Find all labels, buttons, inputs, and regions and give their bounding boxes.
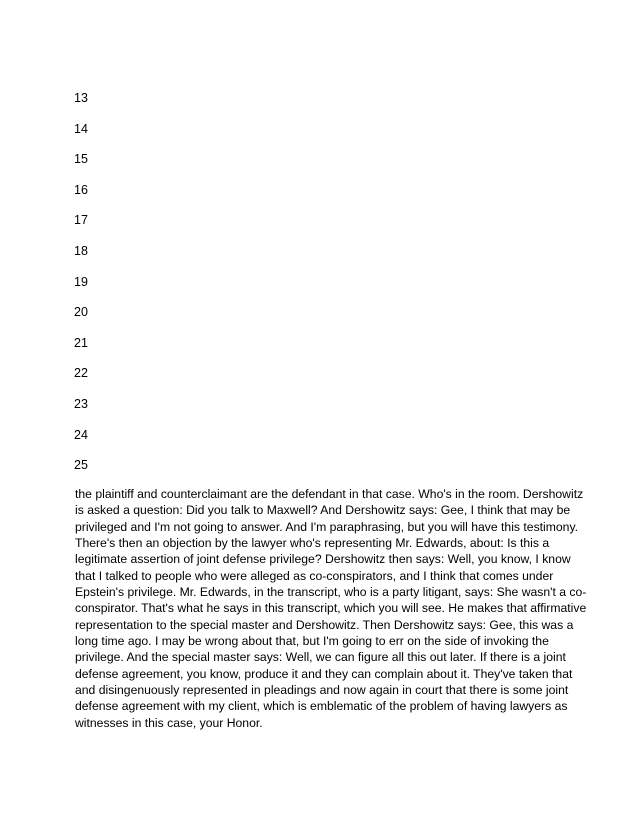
line-number: 16	[74, 182, 88, 197]
paragraph-line: is asked a question: Did you talk to Maxwell? And Dershowitz says: Gee, I think that may be	[75, 503, 571, 518]
paragraph-line: privileged and I'm not going to answer. And I'm paraphrasing, but you will have this testimony.	[75, 519, 579, 534]
line-number: 13	[74, 91, 88, 105]
paragraph-line: defense agreement, you know, produce it and they can complain about it. They've taken that	[75, 666, 573, 681]
transcript-paragraph	[75, 486, 587, 731]
line-number: 21	[74, 335, 88, 350]
paragraph-line: Epstein's privilege. Mr. Edwards, in the transcript, who is a party litigant, says: She wasn't a co-	[75, 585, 587, 600]
line-number: 18	[74, 243, 88, 258]
paragraph-line: conspirator. That's what he says in this transcript, which you will see. He makes that affirmative	[75, 601, 587, 616]
paragraph-line: and disingenuously represented in pleadings and now again in court that there is some joint	[75, 683, 569, 698]
line-number: 17	[74, 213, 88, 228]
paragraph-line: There's then an objection by the lawyer who's representing Mr. Edwards, about: Is this a	[75, 536, 550, 551]
line-number: 20	[74, 305, 88, 320]
line-number: 14	[74, 121, 88, 136]
paragraph-line: defense agreement with my client, which is emblematic of the problem of having lawyers as	[75, 699, 568, 714]
line-number: 25	[74, 458, 88, 473]
line-number: 24	[74, 427, 88, 442]
line-number: 19	[74, 274, 88, 289]
paragraph-line: the plaintiff and counterclaimant are the defendant in that case. Who's in the room. Dershowitz	[75, 487, 584, 501]
paragraph-line: representation to the special master and Dershowitz. Then Dershowitz says: Gee, this was a	[75, 617, 574, 632]
line-number: 22	[74, 366, 88, 381]
paragraph-line: witnesses in this case, your Honor.	[75, 715, 263, 730]
line-number-column	[74, 91, 88, 489]
paragraph-line: privilege. And the special master says: Well, we can figure all this out later. If there is a joint	[75, 650, 566, 665]
paragraph-line: long time ago. I may be wrong about that, but I'm going to err on the side of invoking the	[75, 634, 549, 649]
line-number: 23	[74, 396, 88, 411]
line-number: 15	[74, 152, 88, 167]
paragraph-line: legitimate assertion of joint defense privilege? Dershowitz then says: Well, you know, I know	[75, 552, 571, 567]
paragraph-line: that I talked to people who were alleged as co-conspirators, and I think that comes under	[75, 568, 554, 583]
